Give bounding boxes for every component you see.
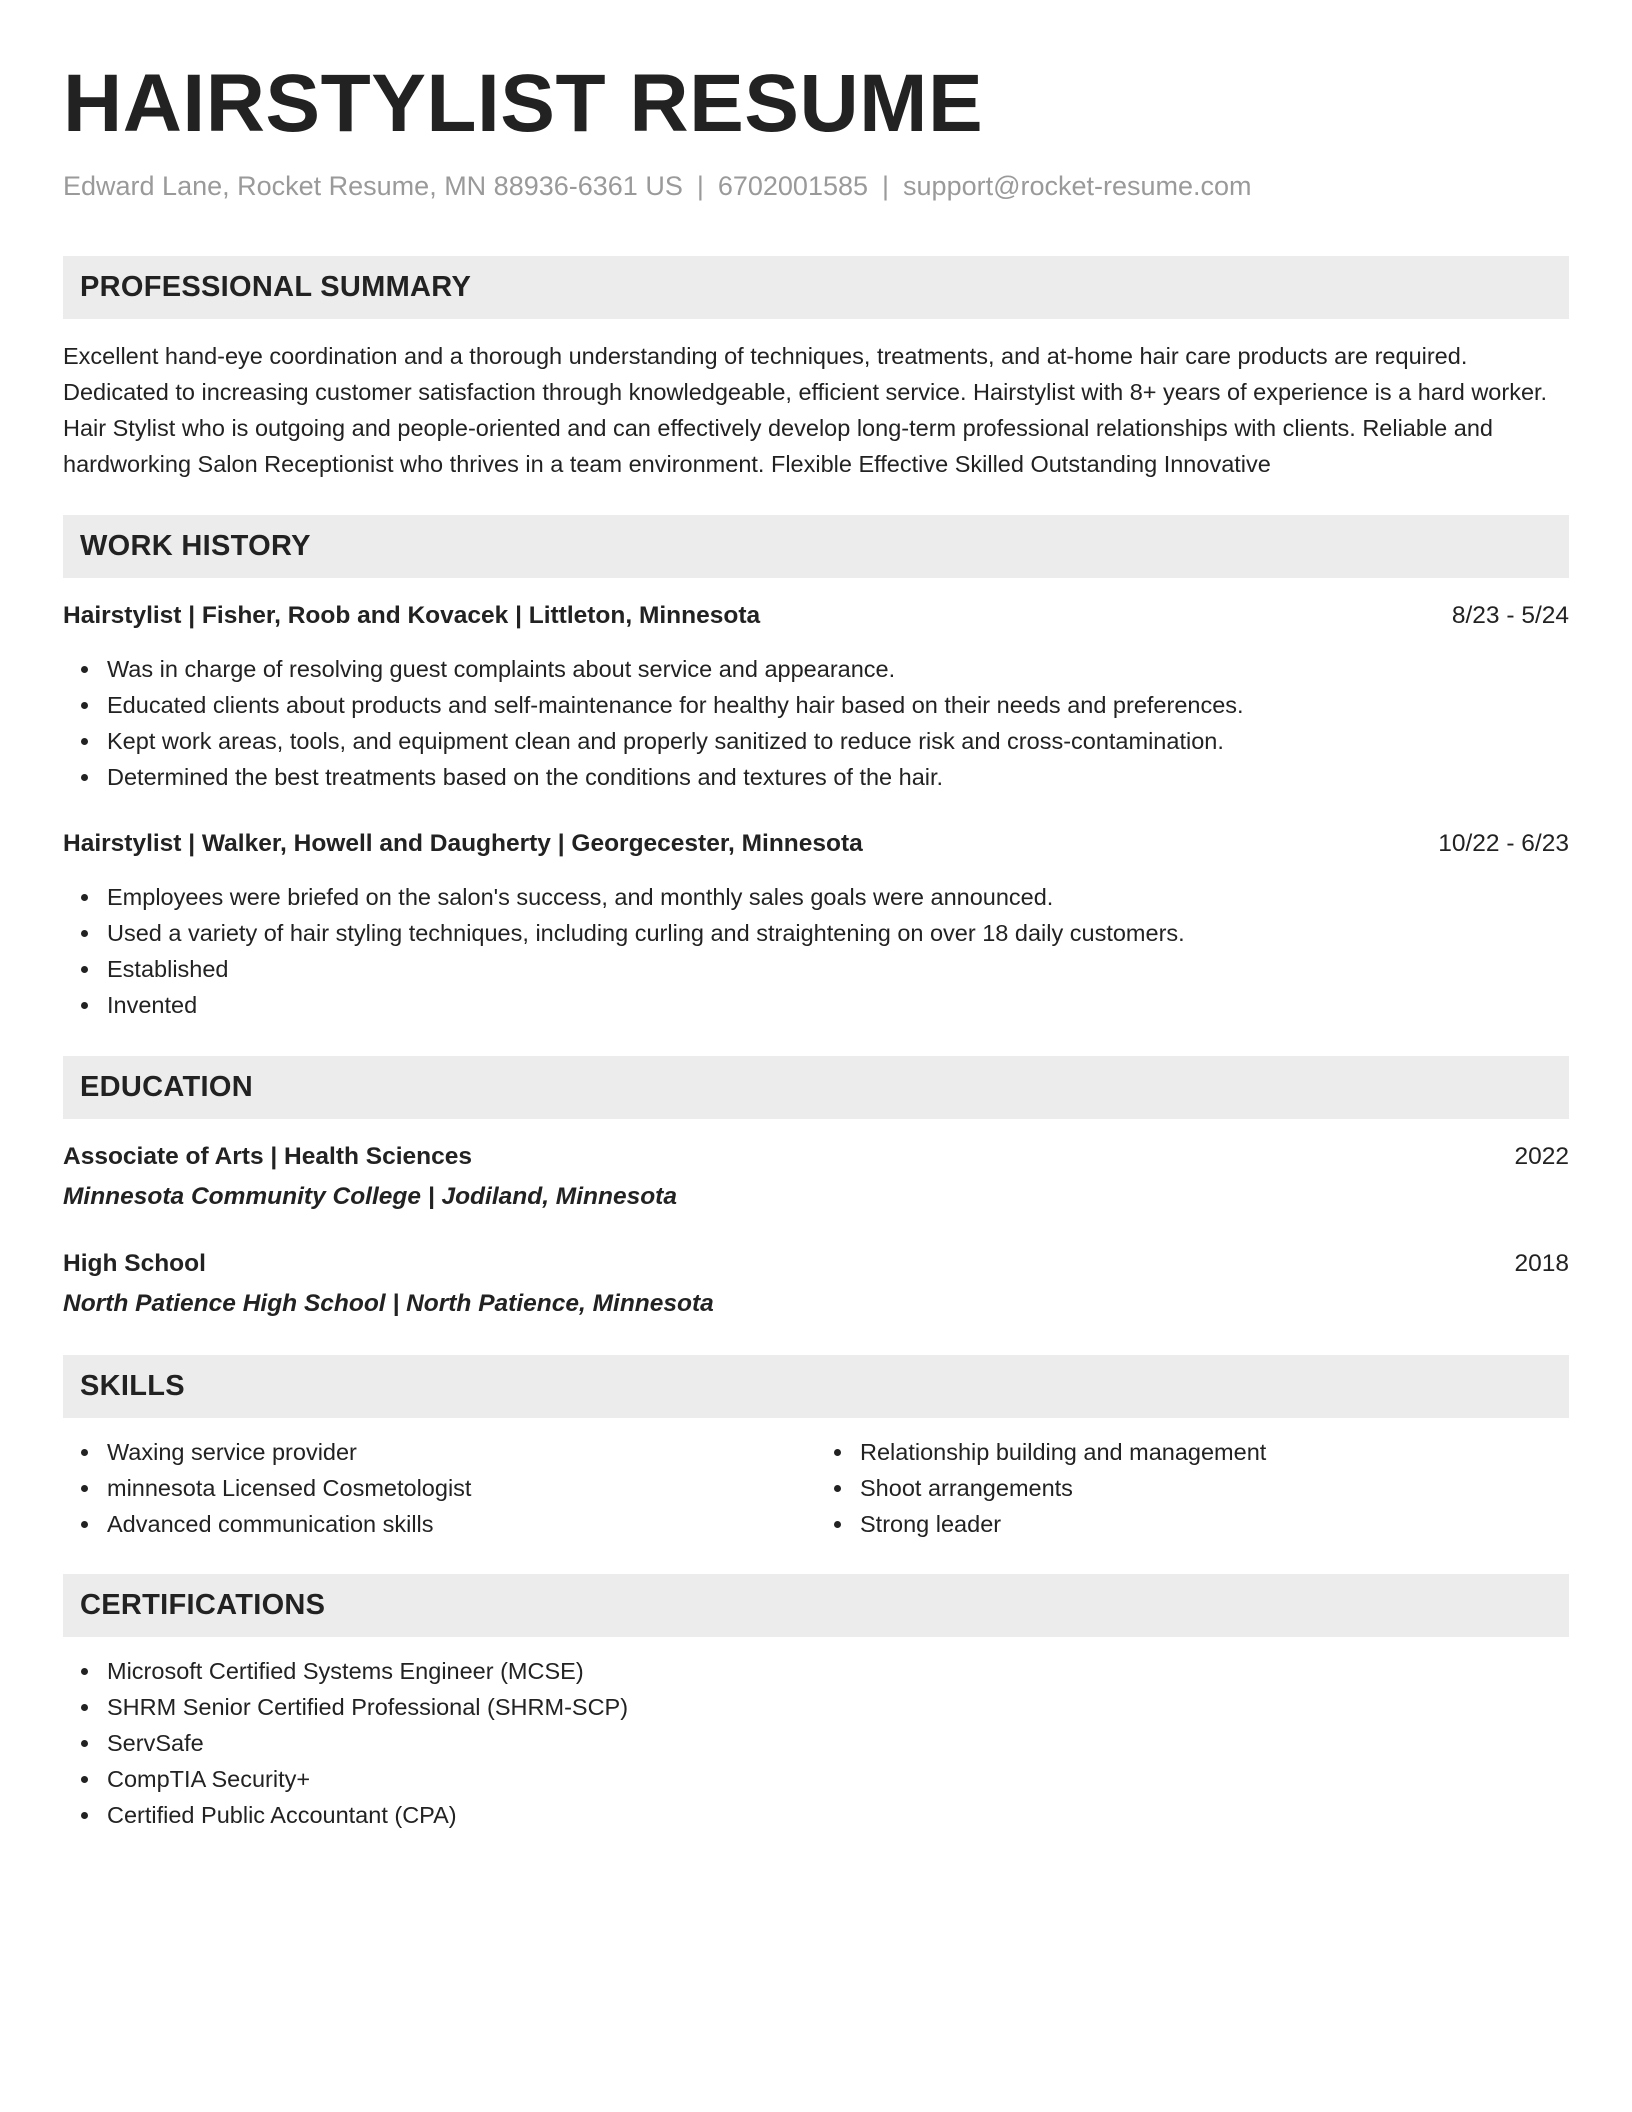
job-bullet: Employees were briefed on the salon's success, and monthly sales goals were announced. <box>107 879 1569 915</box>
skill-item: minnesota Licensed Cosmetologist <box>107 1470 816 1506</box>
job-title: Hairstylist | Fisher, Roob and Kovacek | Littleton, Minnesota <box>63 602 761 629</box>
contact-separator: | <box>696 171 704 201</box>
skills-heading: SKILLS <box>63 1355 1569 1418</box>
skill-item: Waxing service provider <box>107 1434 816 1470</box>
skills-list-left <box>63 1434 816 1542</box>
certification-item: Microsoft Certified Systems Engineer (MCSE) <box>107 1653 1569 1689</box>
job-entry <box>63 598 1569 795</box>
work-history-section <box>63 515 1569 1023</box>
skills-columns <box>63 1434 1569 1542</box>
certification-item: CompTIA Security+ <box>107 1761 1569 1797</box>
education-heading: EDUCATION <box>63 1056 1569 1119</box>
certification-item: SHRM Senior Certified Professional (SHRM-SCP) <box>107 1689 1569 1725</box>
job-header <box>63 598 1569 634</box>
contact-address: Edward Lane, Rocket Resume, MN 88936-6361 US <box>63 171 683 201</box>
certifications-heading: CERTIFICATIONS <box>63 1574 1569 1637</box>
skills-section <box>63 1355 1569 1542</box>
summary-heading: PROFESSIONAL SUMMARY <box>63 256 1569 319</box>
skill-item: Shoot arrangements <box>860 1470 1569 1506</box>
job-bullet: Invented <box>107 987 1569 1023</box>
contact-line <box>63 168 1569 204</box>
skill-item: Advanced communication skills <box>107 1506 816 1542</box>
job-bullet-list <box>63 879 1569 1023</box>
skill-item: Relationship building and management <box>860 1434 1569 1470</box>
summary-section <box>63 256 1569 482</box>
job-bullet: Established <box>107 951 1569 987</box>
education-school: Minnesota Community College | Jodiland, Minnesota <box>63 1183 677 1210</box>
job-bullet: Determined the best treatments based on the conditions and textures of the hair. <box>107 759 1569 795</box>
education-header <box>63 1246 1569 1282</box>
job-entry <box>63 826 1569 1023</box>
education-degree: High School <box>63 1250 206 1277</box>
job-title: Hairstylist | Walker, Howell and Daugherty | Georgecester, Minnesota <box>63 830 863 857</box>
job-dates: 10/22 - 6/23 <box>1438 830 1569 857</box>
contact-separator: | <box>882 171 890 201</box>
education-year: 2022 <box>1514 1143 1569 1170</box>
job-bullet: Used a variety of hair styling techniques, including curling and straightening on over 18 daily customers. <box>107 915 1569 951</box>
job-bullet: Was in charge of resolving guest complaints about service and appearance. <box>107 651 1569 687</box>
work-history-heading: WORK HISTORY <box>63 515 1569 578</box>
certification-item: ServSafe <box>107 1725 1569 1761</box>
education-school: North Patience High School | North Patience, Minnesota <box>63 1290 714 1317</box>
skills-list-right <box>816 1434 1569 1542</box>
contact-email: support@rocket-resume.com <box>903 171 1252 201</box>
job-dates: 8/23 - 5/24 <box>1451 602 1569 629</box>
certifications-section <box>63 1574 1569 1833</box>
education-entry <box>63 1246 1569 1322</box>
skill-item: Strong leader <box>860 1506 1569 1542</box>
resume-title: HAIRSTYLIST RESUME <box>63 58 984 149</box>
job-header <box>63 826 1569 862</box>
job-bullet: Educated clients about products and self-maintenance for healthy hair based on their needs and preferences. <box>107 687 1569 723</box>
job-bullet-list <box>63 651 1569 795</box>
education-entry <box>63 1139 1569 1215</box>
summary-text: Excellent hand-eye coordination and a thorough understanding of techniques, treatments, and at-home hair care products are required. Dedicated to increasing customer satisfaction through knowledgeable, efficient service. Hairstylist with 8+ years of experience is a hard worker. Hair Stylist who is outgoing and people-oriented and can effectively develop long-term professional relationships with clients. Reliable and hardworking Salon Receptionist who thrives in a team environment. Flexible Effective Skilled Outstanding Innovative <box>63 343 1548 477</box>
education-degree: Associate of Arts | Health Sciences <box>63 1143 472 1170</box>
contact-phone: 6702001585 <box>717 171 869 201</box>
job-bullet: Kept work areas, tools, and equipment clean and properly sanitized to reduce risk and cross-contamination. <box>107 723 1569 759</box>
certification-item: Certified Public Accountant (CPA) <box>107 1797 1569 1833</box>
certifications-list <box>63 1653 1569 1833</box>
education-year: 2018 <box>1514 1250 1569 1277</box>
education-section <box>63 1056 1569 1322</box>
education-header <box>63 1139 1569 1175</box>
